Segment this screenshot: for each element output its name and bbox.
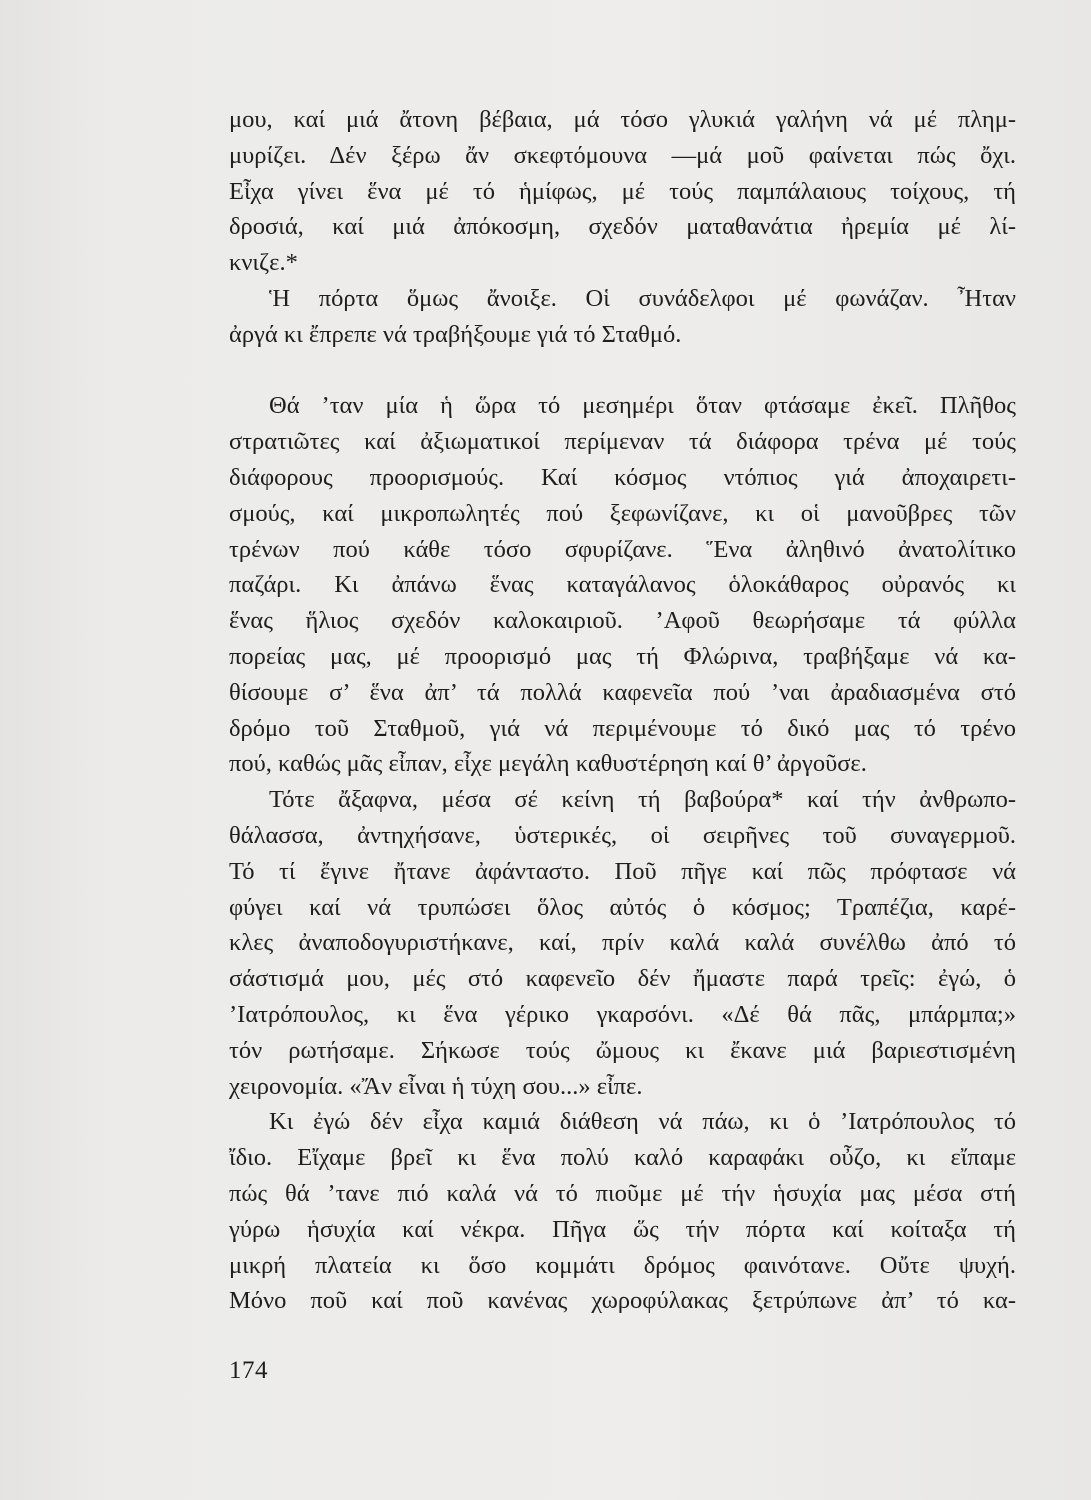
text-line: θίσουμε σ’ ἕνα ἀπ’ τά πολλά καφενεῖα πού ’ναι ἀραδιασμένα στό <box>229 678 1016 706</box>
text-line: φύγει καί νά τρυπώσει ὅλος αὐτός ὁ κόσμος; Τραπέζια, καρέ- <box>229 893 1016 921</box>
text-line: διάφορους προορισμούς. Καί κόσμος ντόπιος γιά ἀποχαιρετι- <box>229 463 1016 491</box>
text-line: παζάρι. Κι ἀπάνω ἕνας καταγάλανος ὁλοκάθαρος οὐρανός κι <box>229 571 1016 599</box>
text-line: ’Ιατρόπουλος, κι ἕνα γέρικο γκαρσόνι. «Δέ θά πᾶς, μπάρμπα;» <box>229 1000 1016 1028</box>
text-line: σμούς, καί μικροπωλητές πού ξεφωνίζανε, κι οἱ μανοῦβρες τῶν <box>229 499 1016 527</box>
text-line: Θά ’ταν μία ἡ ὥρα τό μεσημέρι ὅταν φτάσαμε ἐκεῖ. Πλῆθος <box>269 392 1016 420</box>
text-line: γύρω ἡσυχία καί νέκρα. Πῆγα ὥς τήν πόρτα καί κοίταξα τή <box>229 1215 1016 1243</box>
text-line: ἴδιο. Εἴχαμε βρεῖ κι ἕνα πολύ καλό καραφάκι οὖζο, κι εἴπαμε <box>229 1144 1016 1172</box>
text-line: Τό τί ἔγινε ἤτανε ἀφάνταστο. Ποῦ πῆγε καί πῶς πρόφτασε νά <box>229 857 1016 885</box>
text-line: δροσιά, καί μιά ἀπόκοσμη, σχεδόν ματαθανάτια ἠρεμία μέ λί- <box>229 213 1016 241</box>
text-line: ἕνας ἥλιος σχεδόν καλοκαιριοῦ. ’Αφοῦ θεωρήσαμε τά φύλλα <box>229 607 1016 635</box>
text-line: Κι ἐγώ δέν εἶχα καμιά διάθεση νά πάω, κι ὁ ’Ιατρόπουλος τό <box>269 1108 1016 1136</box>
text-line: χειρονομία. «Ἄν εἶναι ἡ τύχη σου...» εἶπε. <box>229 1072 643 1100</box>
text-line: Τότε ἄξαφνα, μέσα σέ κείνη τή βαβούρα* καί τήν ἀνθρωπο- <box>269 786 1016 814</box>
text-line: ἀργά κι ἔπρεπε νά τραβήξουμε γιά τό Σταθμό. <box>229 320 682 348</box>
paragraph <box>229 1104 1016 1319</box>
paragraph <box>229 782 1016 1104</box>
text-line: πορείας μας, μέ προορισμό μας τή Φλώρινα, τραβήξαμε νά κα- <box>229 642 1016 670</box>
text-line: Ἡ πόρτα ὅμως ἄνοιξε. Οἱ συνάδελφοι μέ φωνάζαν. Ἦταν <box>269 284 1016 312</box>
text-line: μου, καί μιά ἄτονη βέβαια, μά τόσο γλυκιά γαλήνη νά μέ πλημ- <box>229 106 1016 133</box>
text-line: Εἶχα γίνει ἕνα μέ τό ἡμίφως, μέ τούς παμπάλαιους τοίχους, τή <box>229 177 1016 205</box>
text-line: σάστισμά μου, μές στό καφενεῖο δέν ἤμαστε παρά τρεῖς: ἐγώ, ὁ <box>229 965 1016 993</box>
body-text <box>229 102 1016 1319</box>
text-line: τόν ρωτήσαμε. Σήκωσε τούς ὤμους κι ἔκανε μιά βαριεστισμένη <box>229 1036 1016 1064</box>
text-line: θάλασσα, ἀντηχήσανε, ὑστερικές, οἱ σειρῆνες τοῦ συναγερμοῦ. <box>229 821 1016 849</box>
text-line: Μόνο ποῦ καί ποῦ κανένας χωροφύλακας ξετρύπωνε ἀπ’ τό κα- <box>229 1287 1016 1315</box>
paragraph <box>229 388 1016 782</box>
text-line: πού, καθώς μᾶς εἶπαν, εἶχε μεγάλη καθυστέρηση καί θ’ ἀργοῦσε. <box>229 750 867 778</box>
section-break <box>229 353 1016 389</box>
text-line: δρόμο τοῦ Σταθμοῦ, γιά νά περιμένουμε τό δικό μας τό τρένο <box>229 714 1016 742</box>
text-line: κλες ἀναποδογυριστήκανε, καί, πρίν καλά καλά συνέλθω ἀπό τό <box>229 929 1016 957</box>
paragraph <box>229 281 1016 353</box>
text-line: μικρή πλατεία κι ὅσο κομμάτι δρόμος φαινότανε. Οὔτε ψυχή. <box>229 1251 1016 1279</box>
page-number: 174 <box>229 1357 268 1384</box>
paragraph <box>229 102 1016 281</box>
text-line: μυρίζει. Δέν ξέρω ἄν σκεφτόμουνα —μά μοῦ φαίνεται πώς ὄχι. <box>229 141 1016 169</box>
text-line: στρατιῶτες καί ἀξιωματικοί περίμεναν τά διάφορα τρένα μέ τούς <box>229 428 1016 456</box>
text-line: τρένων πού κάθε τόσο σφυρίζανε. Ἕνα ἀληθινό ἀνατολίτικο <box>229 535 1016 563</box>
text-line: κνιζε.* <box>229 249 298 277</box>
text-line: πώς θά ’τανε πιό καλά νά τό πιοῦμε μέ τήν ἡσυχία μας μέσα στή <box>229 1179 1016 1207</box>
